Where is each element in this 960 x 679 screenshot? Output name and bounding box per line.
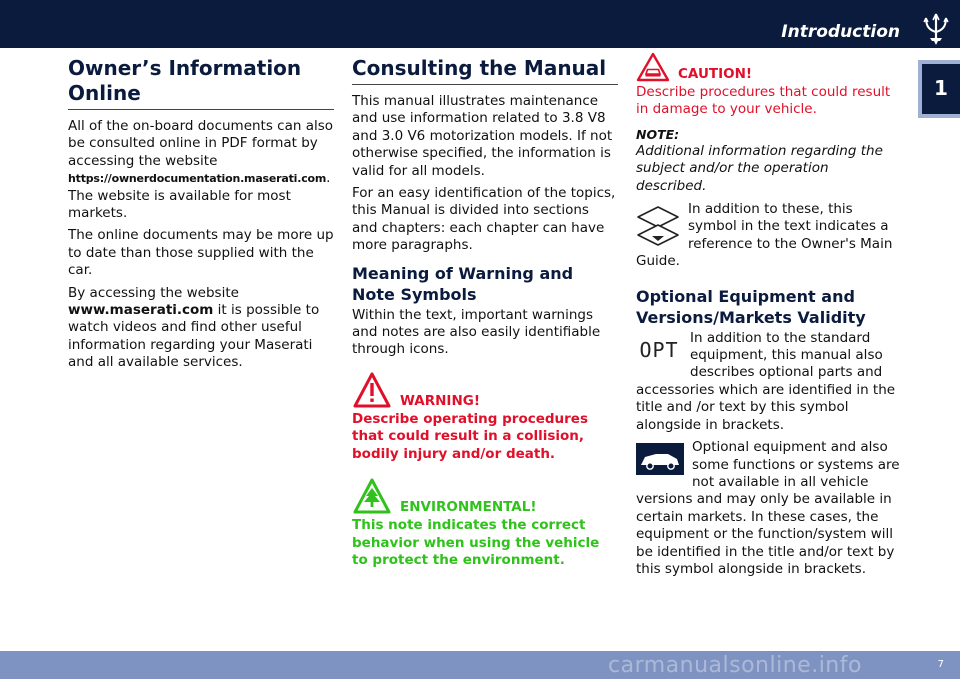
paragraph-text: By accessing the website [68, 284, 239, 301]
warning-block [352, 371, 618, 463]
column-notes-optional [636, 52, 902, 583]
environmental-label: ENVIRONMENTAL! [400, 499, 537, 516]
caution-text: Describe procedures that could result in damage to your vehicle. [636, 84, 891, 118]
optional-paragraph [636, 330, 902, 434]
markets-text: Optional equipment and also some functions or systems are not available in all vehicle versions and may only be available in certain markets. In these cases, the equipment or the function/system will be identified in the title and/or text by this symbol alongside in brackets. [636, 439, 900, 577]
warning-triangle-icon [352, 371, 392, 409]
warning-label: WARNING! [400, 392, 480, 409]
header-title: Introduction [781, 22, 900, 42]
environmental-text: This note indicates the correct behavior when using the vehicle to protect the environment. [352, 517, 600, 568]
footer-bar [0, 651, 960, 679]
section-heading-consulting-manual: Consulting the Manual [352, 56, 618, 85]
section-heading-owners-info: Owner’s Information Online [68, 56, 334, 110]
paragraph: The online documents may be more up to date than those supplied with the car. [68, 227, 334, 279]
documentation-url-link[interactable]: https://ownerdocumentation.maserati.com [68, 172, 327, 186]
paragraph [68, 118, 334, 222]
chapter-tab [918, 60, 960, 118]
opt-symbol-text: OPT [639, 337, 679, 362]
column-owners-info [68, 56, 334, 377]
paragraph: Within the text, important warnings and notes are also easily identifiable through icons. [352, 306, 601, 358]
main-guide-reference-icon [636, 205, 680, 251]
maserati-trident-icon [922, 12, 950, 46]
caution-label: CAUTION! [678, 66, 753, 82]
paragraph [68, 285, 334, 372]
opt-symbol-icon [636, 336, 682, 376]
reference-text: In addition to these, this symbol in the text indicates a reference to the Owner's Main Guide. [636, 201, 893, 270]
reference-paragraph [636, 201, 902, 271]
note-label: NOTE: [636, 126, 680, 142]
watermark-text: carmanualsonline.info [608, 653, 862, 678]
subheading-optional-equipment: Optional Equipment and Versions/Markets Validity [636, 286, 866, 327]
subheading-warning-symbols: Meaning of Warning and Note Symbols [352, 263, 574, 304]
vehicle-version-market-icon [636, 443, 684, 475]
paragraph: For an easy identification of the topics, this Manual is divided into sections and chapters: each chapter can have more paragraphs. [352, 185, 616, 254]
paragraph: This manual illustrates maintenance and use information related to 3.8 V8 and 3.0 V6 motorization models. If not otherwise specified, the information is valid for all models. [352, 93, 613, 179]
environment-tree-icon [352, 477, 392, 515]
paragraph-text: All of the on-board documents can also be consulted online in PDF format by accessing the website [68, 118, 334, 169]
column-consulting-manual [352, 56, 618, 569]
warning-text: Describe operating procedures that could result in a collision, bodily injury and/or death. [352, 410, 588, 462]
header-bar [0, 0, 960, 48]
environmental-block [352, 477, 618, 569]
paragraph-text: . The website is available for most markets. [68, 170, 331, 222]
maserati-url-link[interactable]: www.maserati.com [68, 302, 214, 319]
chapter-number: 1 [934, 76, 948, 100]
page-number: 7 [937, 659, 944, 670]
caution-header [636, 52, 902, 82]
note-text: Additional information regarding the subject and/or the operation described. [636, 142, 883, 194]
paragraph-text: it is possible to watch videos and find other useful information regarding your Maserati and all available services. [68, 302, 320, 371]
caution-car-icon [636, 52, 670, 82]
markets-paragraph [636, 439, 902, 578]
optional-text: In addition to the standard equipment, this manual also describes optional parts and accessories which are identified in the title and /or text by this symbol alongside in brackets. [636, 329, 896, 433]
